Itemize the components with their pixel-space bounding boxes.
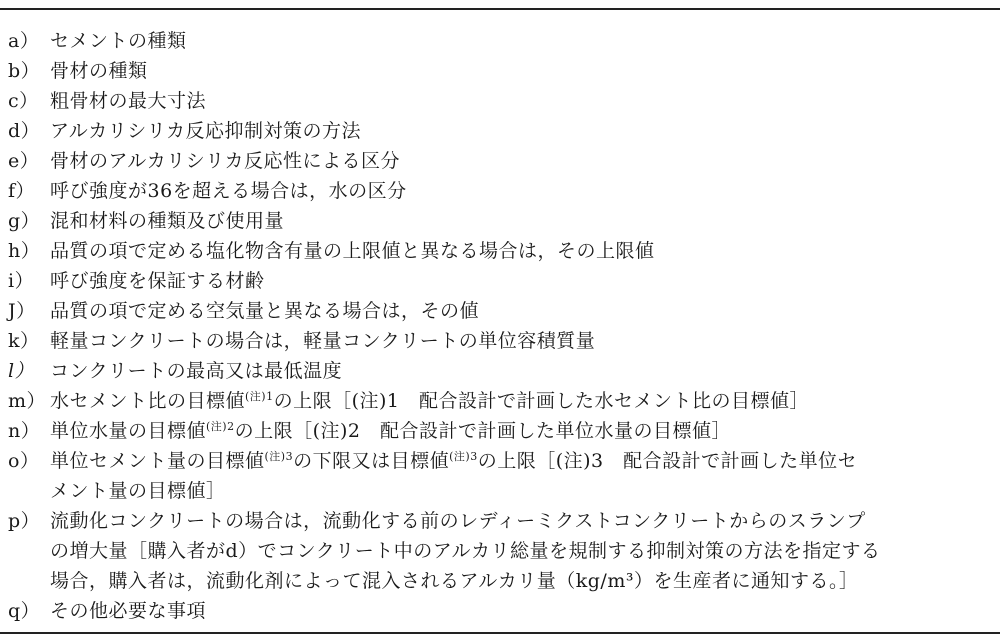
item-marker: q）	[8, 600, 41, 622]
item-marker: b）	[8, 60, 41, 82]
item-marker: n）	[8, 420, 41, 442]
item-marker: l）	[8, 360, 35, 382]
footnote-ref: (注)3	[449, 450, 478, 463]
item-text: 粗骨材の最大寸法	[50, 90, 207, 112]
list-item-d	[8, 116, 992, 146]
item-text-part: の上限［(注)2 配合設計で計画した単位水量の目標値］	[234, 420, 732, 442]
item-text-part: 単位セメント量の目標値	[50, 450, 265, 472]
item-marker: h）	[8, 240, 41, 262]
item-text	[50, 506, 992, 596]
item-text: 軽量コンクリートの場合は，軽量コンクリートの単位容積質量	[50, 330, 596, 352]
item-marker: J）	[8, 300, 36, 322]
list-item-e	[8, 146, 992, 176]
footnote-ref: (注)1	[245, 390, 274, 403]
list-item-p	[8, 506, 992, 596]
item-text: 品質の項で定める塩化物含有量の上限値と異なる場合は，その上限値	[50, 240, 655, 262]
list-item-j	[8, 296, 992, 326]
item-text-part: 水セメント比の目標値	[50, 390, 246, 412]
document-frame	[0, 8, 1000, 634]
item-marker: f）	[8, 180, 36, 202]
item-marker: p）	[8, 510, 41, 532]
item-marker: e）	[8, 150, 40, 172]
item-text	[50, 446, 992, 506]
requirement-list	[8, 26, 992, 626]
item-text-part: 単位水量の目標値	[50, 420, 207, 442]
item-text-part: の下限又は目標値	[293, 450, 450, 472]
item-marker: a）	[8, 30, 40, 52]
list-item-b	[8, 56, 992, 86]
item-text: セメントの種類	[50, 30, 187, 52]
list-item-g	[8, 206, 992, 236]
item-text: コンクリートの最高又は最低温度	[50, 360, 343, 382]
item-text: その他必要な事項	[50, 600, 207, 622]
item-line: の増大量［購入者がd）でコンクリート中のアルカリ総量を規制する抑制対策の方法を指定する	[50, 540, 881, 562]
footnote-ref: (注)3	[264, 450, 294, 463]
list-item-o	[8, 446, 992, 506]
footnote-ref: (注)2	[206, 420, 235, 433]
item-marker: o）	[8, 450, 40, 472]
item-line	[50, 446, 992, 476]
item-text-part: の上限［(注)1 配合設計で計画した水セメント比の目標値］	[273, 390, 810, 412]
item-text	[50, 416, 992, 446]
item-marker: m）	[8, 390, 47, 412]
item-text-part: の上限［(注)3 配合設計で計画した単位セ	[477, 450, 858, 472]
list-item-i	[8, 266, 992, 296]
item-text: 呼び強度を保証する材齢	[50, 270, 265, 292]
item-text: 骨材のアルカリシリカ反応性による区分	[50, 150, 401, 172]
list-item-f	[8, 176, 992, 206]
item-text	[50, 386, 992, 416]
item-marker: c）	[8, 90, 39, 112]
item-line: メント量の目標値］	[50, 480, 226, 502]
item-marker: i）	[8, 270, 35, 292]
list-item-a	[8, 26, 992, 56]
item-text: 混和材料の種類及び使用量	[50, 210, 285, 232]
item-marker: g）	[8, 210, 41, 232]
list-item-q	[8, 596, 992, 626]
item-text: 品質の項で定める空気量と異なる場合は，その値	[50, 300, 480, 322]
list-item-l	[8, 356, 992, 386]
item-marker: k）	[8, 330, 40, 352]
item-text: アルカリシリカ反応抑制対策の方法	[50, 120, 362, 142]
item-text: 骨材の種類	[50, 60, 148, 82]
list-item-n	[8, 416, 992, 446]
list-item-h	[8, 236, 992, 266]
list-item-c	[8, 86, 992, 116]
item-line: 場合，購入者は，流動化剤によって混入されるアルカリ量（kg/m³）を生産者に通知する。］	[50, 570, 859, 592]
item-line: 流動化コンクリートの場合は，流動化する前のレディーミクストコンクリートからのスランプ	[50, 510, 866, 532]
list-item-k	[8, 326, 992, 356]
list-item-m	[8, 386, 992, 416]
item-marker: d）	[8, 120, 41, 142]
item-text: 呼び強度が36を超える場合は，水の区分	[50, 180, 407, 202]
